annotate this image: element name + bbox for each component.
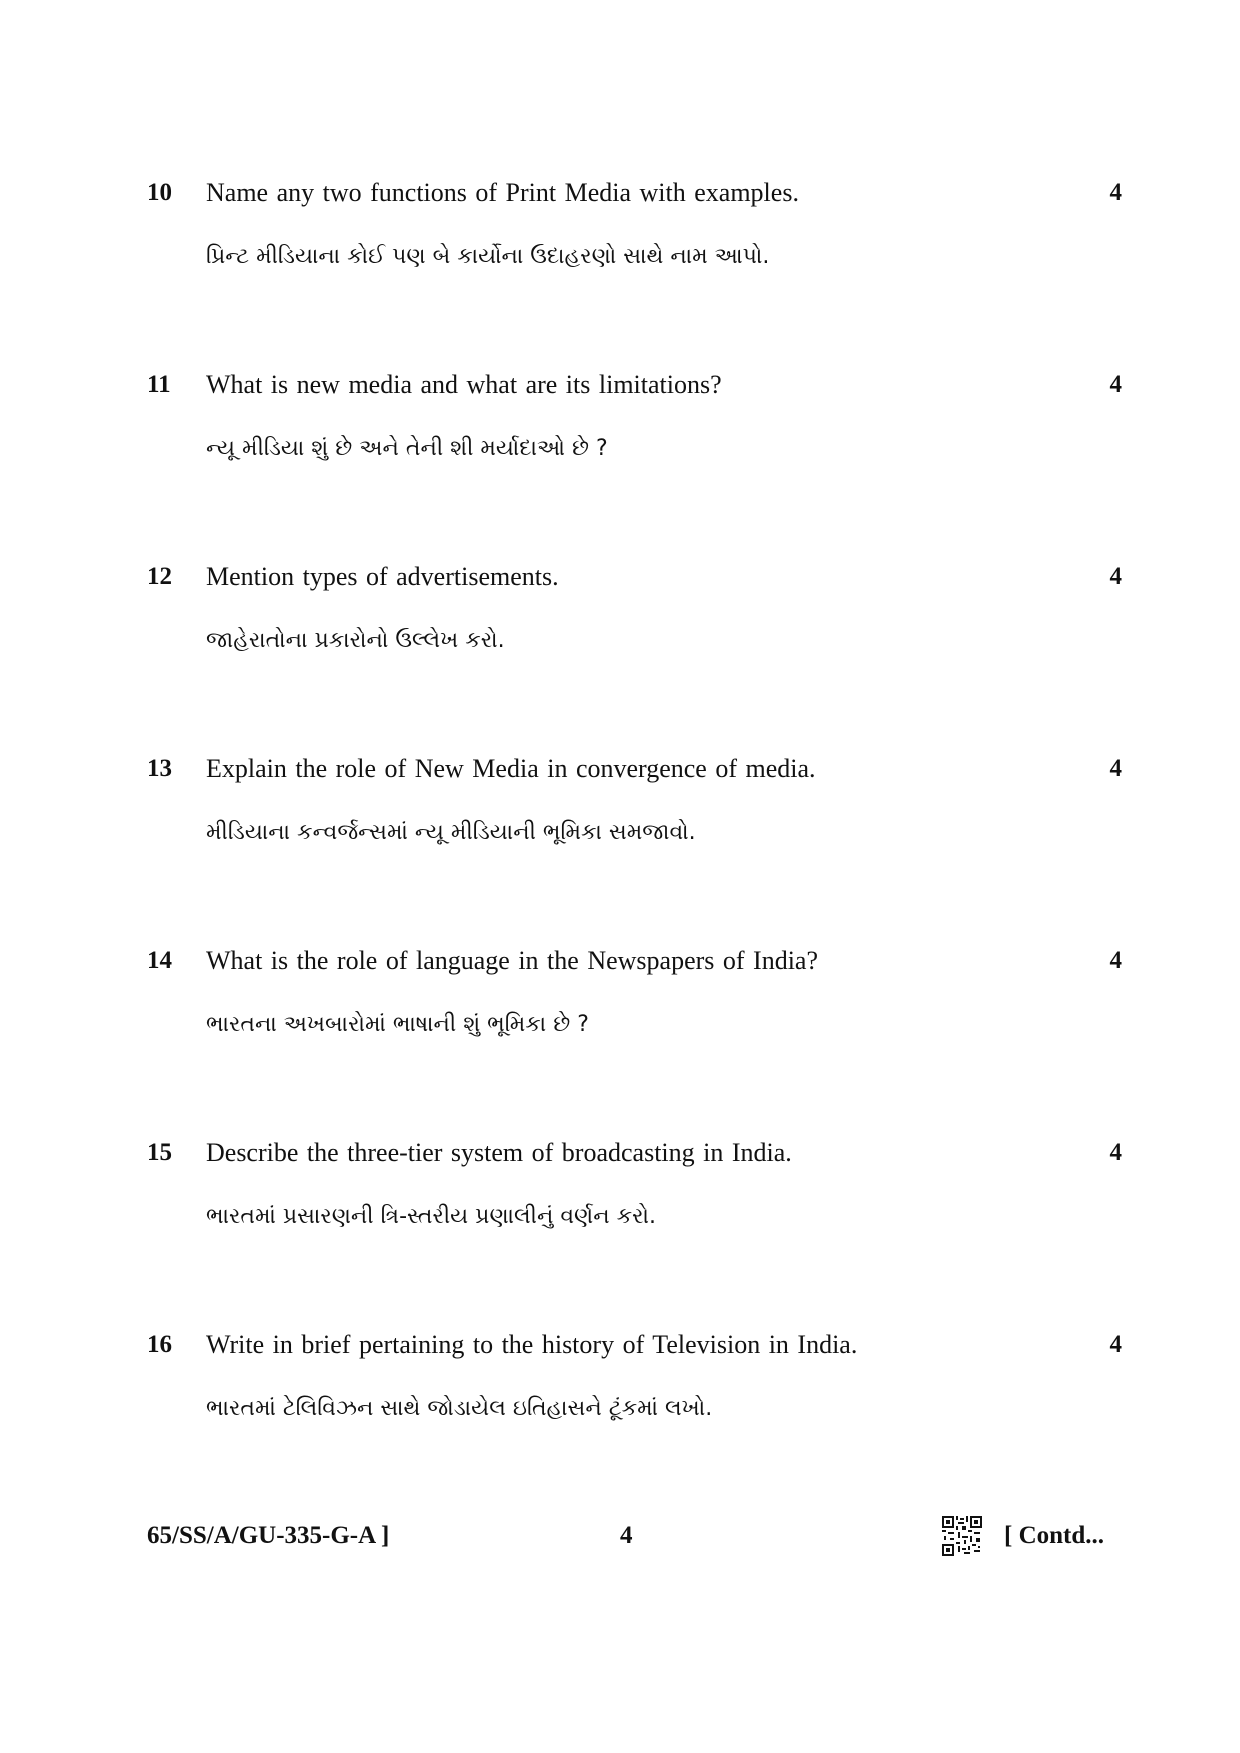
question-number: 16	[147, 1331, 172, 1358]
question-number: 10	[147, 179, 172, 206]
question-text-english: Describe the three-tier system of broadcasting in India.	[206, 1138, 792, 1167]
question-number: 13	[147, 755, 172, 782]
question-number: 14	[147, 947, 172, 974]
question-14	[0, 946, 1240, 1066]
page-number: 4	[620, 1522, 633, 1549]
question-text-english: What is new media and what are its limitations?	[206, 370, 722, 399]
question-text-gujarati: પ્રિન્ટ મીડિયાના કોઈ પણ બે કાર્યોના ઉદાહરણો સાથે નામ આપો.	[206, 244, 770, 269]
question-text-english: Mention types of advertisements.	[206, 562, 559, 591]
question-number: 12	[147, 563, 172, 590]
question-text-gujarati: ન્યૂ મીડિયા શું છે અને તેની શી મર્યાદાઓ છે ?	[206, 436, 608, 461]
question-text-gujarati: જાહેરાતોના પ્રકારોનો ઉલ્લેખ કરો.	[206, 628, 505, 653]
question-marks: 4	[1109, 179, 1122, 206]
question-10	[0, 178, 1240, 298]
question-16	[0, 1330, 1240, 1450]
question-12	[0, 562, 1240, 682]
question-text-gujarati: ભારતના અખબારોમાં ભાષાની શું ભૂમિકા છે ?	[206, 1012, 589, 1037]
question-text-english: Explain the role of New Media in convergence of media.	[206, 754, 816, 783]
page-footer	[0, 1520, 1240, 1560]
question-text-gujarati: ભારતમાં ટેલિવિઝન સાથે જોડાયેલ ઇતિહાસને ટૂંકમાં લખો.	[206, 1396, 713, 1421]
question-marks: 4	[1109, 1139, 1122, 1166]
question-text-gujarati: ભારતમાં પ્રસારણની ત્રિ-સ્તરીય પ્રણાલીનું વર્ણન કરો.	[206, 1204, 657, 1229]
question-number: 11	[147, 371, 171, 398]
question-text-english: Name any two functions of Print Media with examples.	[206, 178, 799, 207]
question-11	[0, 370, 1240, 490]
question-13	[0, 754, 1240, 874]
question-text-english: Write in brief pertaining to the history of Television in India.	[206, 1330, 858, 1359]
question-text-gujarati: મીડિયાના કન્વર્જન્સમાં ન્યૂ મીડિયાની ભૂમિકા સમજાવો.	[206, 820, 696, 845]
question-number: 15	[147, 1139, 172, 1166]
question-marks: 4	[1109, 1331, 1122, 1358]
question-15	[0, 1138, 1240, 1258]
continued-label: [ Contd...	[1004, 1522, 1105, 1549]
question-marks: 4	[1109, 947, 1122, 974]
question-marks: 4	[1109, 563, 1122, 590]
paper-code: 65/SS/A/GU-335-G-A ]	[147, 1522, 390, 1549]
qr-code-icon	[942, 1516, 982, 1556]
question-marks: 4	[1109, 755, 1122, 782]
question-marks: 4	[1109, 371, 1122, 398]
question-text-english: What is the role of language in the Newspapers of India?	[206, 946, 819, 975]
